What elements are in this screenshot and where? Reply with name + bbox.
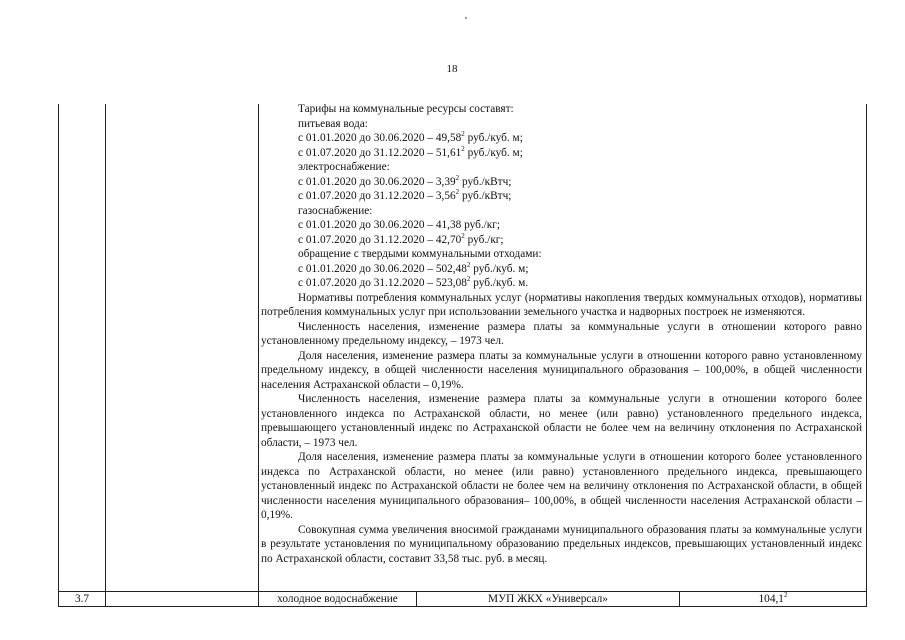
tariffs-intro: Тарифы на коммунальные ресурсы составят: — [298, 103, 514, 115]
row-organization: МУП ЖКХ «Универсал» — [488, 593, 608, 605]
table-column-divider — [105, 104, 106, 607]
row-service: холодное водоснабжение — [277, 593, 398, 605]
table-column-divider — [258, 104, 259, 607]
waste-tariff-1: с 01.01.2020 до 30.06.2020 – 502,48$^2$ руб./куб. м; — [298, 260, 529, 275]
row-number: 3.7 — [74, 593, 90, 605]
water-tariff-1: с 01.01.2020 до 30.06.2020 – 49,58$^2$ руб./куб. м; — [298, 130, 523, 144]
paragraph-population-above: Численность населения, изменение размера платы за коммунальные услуги в отношении которого более установленного индекса по Астраханской области, но менее (или равно) установленного предельного индекса, превышающего установленный индекс по Астраханской области не более чем на величину отклонения по Астраханской области, – 1973 чел. — [261, 393, 862, 449]
water-tariff-2: с 01.07.2020 до 31.12.2020 – 51,61$^2$ руб./куб. м; — [298, 144, 523, 159]
electric-tariff-2: с 01.07.2020 до 31.12.2020 – 3,56$^2$ руб./кВтч; — [298, 188, 512, 202]
electric-label: электроснабжение: — [298, 161, 390, 173]
scan-speck — [465, 17, 467, 19]
paragraph-population-equal: Численность населения, изменение размера платы за коммунальные услуги в отношении которого равно установленному предельному индексу, – 1973 чел. — [261, 320, 862, 347]
paragraph-share-above: Доля населения, изменение размера платы за коммунальные услуги в отношении которого более установленного индекса по Астраханской области, но менее (или равно) установленного предельного индекса, превышающего установленный индекс по Астраханской области не более чем на величину отклонения по Астраханской области, в общей численности населения муниципального образования– 100,00%, в общей численности населения Астраханской области – 0,19%. — [261, 451, 862, 521]
main-cell-text — [261, 102, 862, 566]
water-label: питьевая вода: — [298, 117, 368, 130]
waste-label: обращение с твердыми коммунальными отходами: — [298, 248, 542, 260]
table-border-left — [58, 104, 59, 607]
gas-label: газоснабжение: — [298, 204, 373, 217]
gas-tariff-2: с 01.07.2020 до 31.12.2020 – 42,70$^2$ руб./кг; — [298, 231, 504, 246]
paragraph-norms: Нормативы потребления коммунальных услуг (нормативы накопления твердых коммунальных отходов), нормативы потребления коммунальных услуг при использовании земельного участка и надворных построек не изменяются. — [261, 291, 862, 318]
paragraph-total-sum: Совокупная сумма увеличения вносимой гражданами муниципального образования платы за коммунальные услуги в результате установления по муниципальному образованию предельных индексов, превышающих установленный индекс по Астраханской области, составит 33,58 тыс. руб. в месяц. — [261, 523, 862, 565]
table-border-right — [866, 104, 867, 607]
gas-tariff-1: с 01.01.2020 до 30.06.2020 – 41,38 руб./кг; — [298, 219, 501, 231]
electric-tariff-1: с 01.01.2020 до 30.06.2020 – 3,39$^2$ руб./кВтч; — [298, 173, 512, 188]
paragraph-share-equal: Доля населения, изменение размера платы за коммунальные услуги в отношении которого равно установленному предельному индексу, в общей численности населения муниципального образования – 100,00%, в общей численности населения Астраханской области – 0,19%. — [261, 349, 862, 391]
table-border-bottom — [58, 606, 867, 607]
row-value: 104,1$^2$ — [758, 591, 788, 605]
waste-tariff-2: с 01.07.2020 до 31.12.2020 – 523,08$^2$ руб./куб. м. — [298, 275, 529, 289]
page-number: 18 — [446, 63, 458, 75]
